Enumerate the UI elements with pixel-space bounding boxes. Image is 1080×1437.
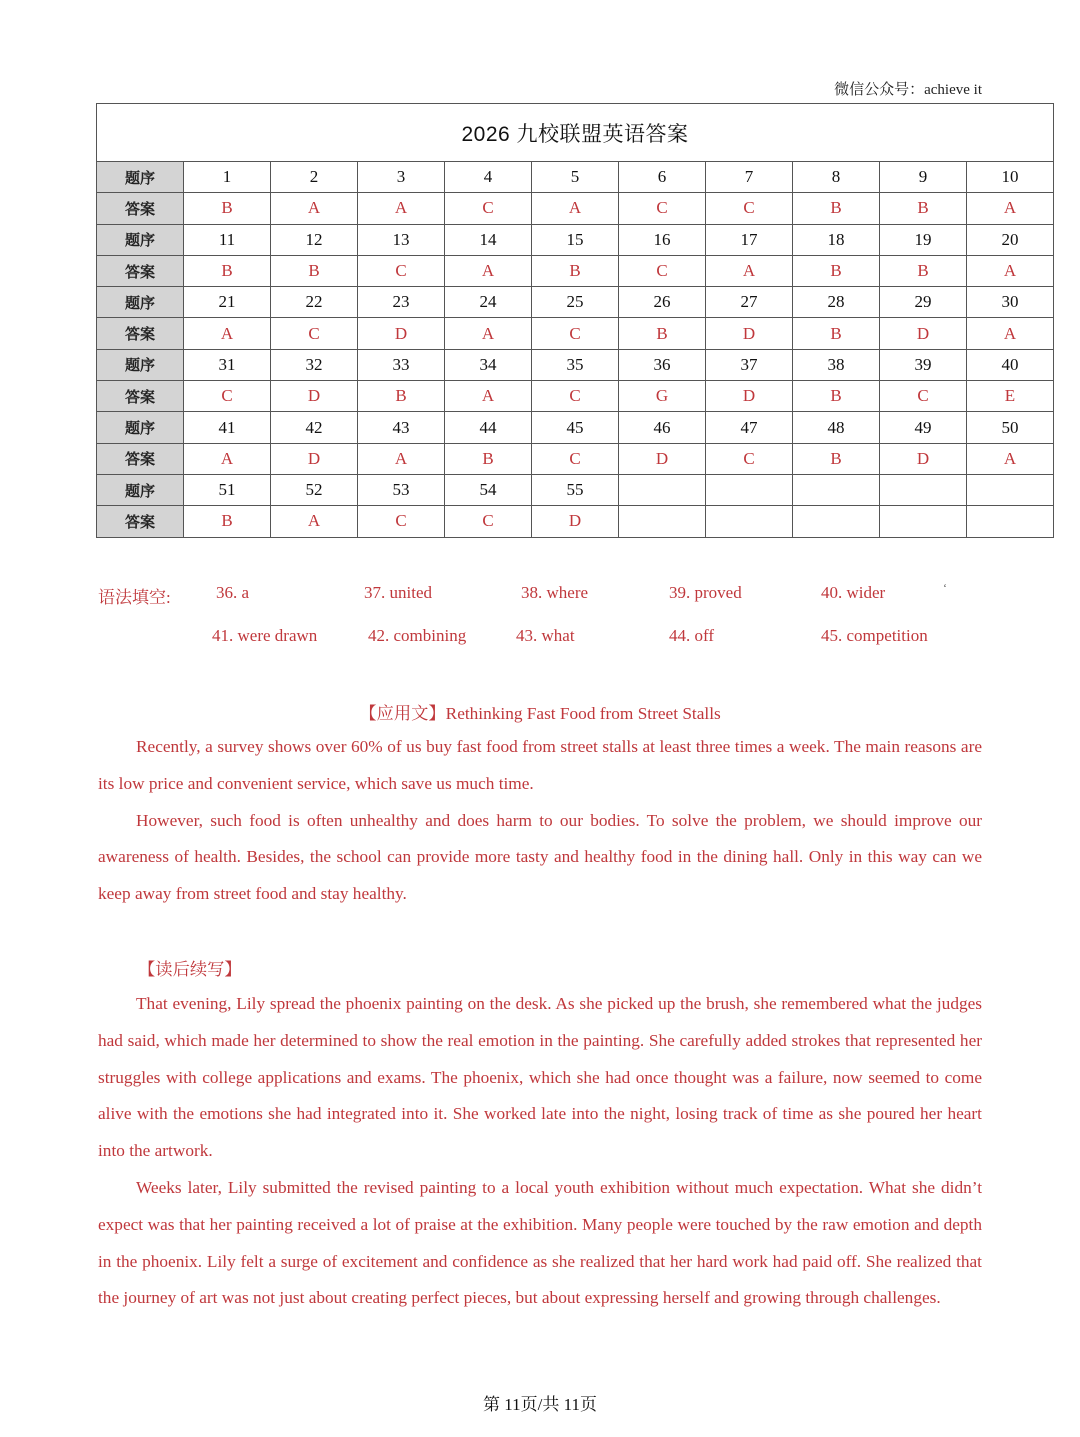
question-number: 34 bbox=[445, 349, 532, 380]
answer-cell: D bbox=[532, 506, 619, 537]
answer-cell bbox=[619, 506, 706, 537]
page-number: 第 11页/共 11页 bbox=[483, 1395, 597, 1414]
answer-cell: B bbox=[880, 255, 967, 286]
grammar-answer: 38. where bbox=[521, 583, 589, 602]
table-title: 2026 九校联盟英语答案 bbox=[97, 104, 1054, 162]
question-number: 10 bbox=[967, 162, 1054, 193]
question-number: 25 bbox=[532, 287, 619, 318]
answer-cell: D bbox=[706, 381, 793, 412]
question-number: 1 bbox=[184, 162, 271, 193]
grammar-answer: 40. wider bbox=[821, 583, 886, 602]
question-number: 18 bbox=[793, 224, 880, 255]
question-number: 5 bbox=[532, 162, 619, 193]
answer-cell bbox=[967, 506, 1054, 537]
question-number: 11 bbox=[184, 224, 271, 255]
answer-cell bbox=[793, 506, 880, 537]
answer-cell: A bbox=[358, 443, 445, 474]
grammar-answer: 43. what bbox=[516, 626, 575, 645]
answer-cell: B bbox=[184, 255, 271, 286]
question-number: 44 bbox=[445, 412, 532, 443]
answer-cell: D bbox=[271, 443, 358, 474]
question-number: 51 bbox=[184, 474, 271, 505]
grammar-label: 语法填空: bbox=[98, 588, 171, 607]
answer-cell: B bbox=[793, 318, 880, 349]
number-label: 题序 bbox=[97, 412, 184, 443]
grammar-answer: 42. combining bbox=[368, 626, 467, 645]
answer-cell: D bbox=[880, 318, 967, 349]
answer-cell bbox=[706, 506, 793, 537]
question-number: 55 bbox=[532, 474, 619, 505]
question-number: 14 bbox=[445, 224, 532, 255]
answer-cell: B bbox=[793, 381, 880, 412]
answer-cell: G bbox=[619, 381, 706, 412]
answer-cell: A bbox=[271, 193, 358, 224]
stray-mark: ‘ bbox=[943, 581, 947, 595]
grammar-answer: 37. united bbox=[364, 583, 432, 602]
answer-cell: D bbox=[271, 381, 358, 412]
question-number: 40 bbox=[967, 349, 1054, 380]
wechat-account: 微信公众号：achieve it bbox=[834, 82, 982, 98]
answer-row bbox=[97, 381, 1054, 412]
answer-cell: C bbox=[532, 318, 619, 349]
question-number: 24 bbox=[445, 287, 532, 318]
question-number: 22 bbox=[271, 287, 358, 318]
answer-cell: C bbox=[880, 381, 967, 412]
answer-cell: B bbox=[271, 255, 358, 286]
practical-writing-body bbox=[98, 729, 982, 913]
question-number: 2 bbox=[271, 162, 358, 193]
answer-cell: C bbox=[706, 443, 793, 474]
question-number bbox=[967, 474, 1054, 505]
question-number: 31 bbox=[184, 349, 271, 380]
essay-paragraph: Recently, a survey shows over 60% of us buy fast food from street stalls at least three times a week. The main reasons are its low price and convenient service, which save us much time. bbox=[98, 737, 982, 793]
answer-cell: D bbox=[880, 443, 967, 474]
question-number: 50 bbox=[967, 412, 1054, 443]
answer-table bbox=[96, 103, 1054, 538]
answer-cell: C bbox=[706, 193, 793, 224]
number-label: 题序 bbox=[97, 474, 184, 505]
number-row bbox=[97, 474, 1054, 505]
continuation-writing-title: 【读后续写】 bbox=[138, 960, 242, 979]
question-number: 52 bbox=[271, 474, 358, 505]
question-number: 21 bbox=[184, 287, 271, 318]
answer-cell: A bbox=[271, 506, 358, 537]
number-label: 题序 bbox=[97, 162, 184, 193]
question-number bbox=[706, 474, 793, 505]
question-number: 32 bbox=[271, 349, 358, 380]
question-number: 42 bbox=[271, 412, 358, 443]
number-label: 题序 bbox=[97, 287, 184, 318]
question-number: 39 bbox=[880, 349, 967, 380]
question-number: 20 bbox=[967, 224, 1054, 255]
answer-cell: C bbox=[445, 506, 532, 537]
answer-row bbox=[97, 255, 1054, 286]
number-row bbox=[97, 162, 1054, 193]
question-number: 36 bbox=[619, 349, 706, 380]
answer-cell: B bbox=[184, 506, 271, 537]
question-number: 6 bbox=[619, 162, 706, 193]
question-number: 23 bbox=[358, 287, 445, 318]
answer-cell: C bbox=[532, 443, 619, 474]
answer-label: 答案 bbox=[97, 381, 184, 412]
question-number: 16 bbox=[619, 224, 706, 255]
answer-cell: A bbox=[967, 443, 1054, 474]
number-row bbox=[97, 224, 1054, 255]
answer-cell: C bbox=[619, 255, 706, 286]
grammar-answer: 45. competition bbox=[821, 626, 928, 645]
question-number: 29 bbox=[880, 287, 967, 318]
answer-label: 答案 bbox=[97, 193, 184, 224]
answer-cell: A bbox=[445, 255, 532, 286]
question-number: 43 bbox=[358, 412, 445, 443]
answer-cell: A bbox=[358, 193, 445, 224]
answer-cell: C bbox=[619, 193, 706, 224]
answer-cell: C bbox=[184, 381, 271, 412]
grammar-answer: 44. off bbox=[669, 626, 715, 645]
answer-cell: B bbox=[445, 443, 532, 474]
question-number: 41 bbox=[184, 412, 271, 443]
question-number: 12 bbox=[271, 224, 358, 255]
number-row bbox=[97, 412, 1054, 443]
answer-cell: B bbox=[358, 381, 445, 412]
table-title-row bbox=[97, 104, 1054, 162]
answer-label: 答案 bbox=[97, 506, 184, 537]
answer-cell bbox=[880, 506, 967, 537]
question-number: 33 bbox=[358, 349, 445, 380]
essay-paragraph: That evening, Lily spread the phoenix painting on the desk. As she picked up the brush, she remembered what the judges had said, which made her determined to show the real emotion in the painting. She carefully added strokes that represented her struggles with college applications and exams. The phoenix, which she had once thought was a failure, now seemed to come alive with the emotions she had integrated into it. She worked late into the night, losing track of time as she poured her heart into the artwork. bbox=[98, 994, 982, 1161]
answer-cell: D bbox=[619, 443, 706, 474]
answer-cell: A bbox=[967, 255, 1054, 286]
grammar-answer: 36. a bbox=[216, 583, 250, 602]
practical-writing-title: 【应用文】Rethinking Fast Food from Street Stalls bbox=[359, 704, 721, 723]
answer-cell: C bbox=[358, 506, 445, 537]
question-number: 49 bbox=[880, 412, 967, 443]
grammar-answer: 41. were drawn bbox=[212, 626, 318, 645]
number-label: 题序 bbox=[97, 349, 184, 380]
question-number: 19 bbox=[880, 224, 967, 255]
question-number: 13 bbox=[358, 224, 445, 255]
answer-cell: D bbox=[358, 318, 445, 349]
question-number: 4 bbox=[445, 162, 532, 193]
question-number: 54 bbox=[445, 474, 532, 505]
answer-cell: C bbox=[445, 193, 532, 224]
answer-cell: B bbox=[619, 318, 706, 349]
answer-cell: B bbox=[793, 255, 880, 286]
answer-cell: B bbox=[184, 193, 271, 224]
grammar-answer: 39. proved bbox=[669, 583, 742, 602]
answer-cell: B bbox=[793, 193, 880, 224]
answer-row bbox=[97, 193, 1054, 224]
answer-cell: A bbox=[706, 255, 793, 286]
answer-cell: A bbox=[445, 318, 532, 349]
answer-cell: A bbox=[445, 381, 532, 412]
essay-paragraph: Weeks later, Lily submitted the revised painting to a local youth exhibition without much expectation. What she didn’t expect was that her painting received a lot of praise at the exhibition. Many people were touched by the raw emotion and depth in the phoenix. Lily felt a surge of excitement and confidence as she realized that her hard work had paid off. She realized that the journey of art was not just about creating perfect pieces, but about expressing herself and growing through challenges. bbox=[98, 1177, 982, 1308]
question-number bbox=[880, 474, 967, 505]
answer-cell: C bbox=[532, 381, 619, 412]
number-row bbox=[97, 349, 1054, 380]
answer-cell: A bbox=[532, 193, 619, 224]
answer-row bbox=[97, 443, 1054, 474]
number-label: 题序 bbox=[97, 224, 184, 255]
answer-cell: E bbox=[967, 381, 1054, 412]
essay-paragraph: However, such food is often unhealthy and does harm to our bodies. To solve the problem, we should improve our awareness of health. Besides, the school can provide more tasty and healthy food in the dining hall. Only in this way can we keep away from street food and stay healthy. bbox=[98, 810, 982, 904]
question-number: 35 bbox=[532, 349, 619, 380]
question-number: 48 bbox=[793, 412, 880, 443]
answer-cell: D bbox=[706, 318, 793, 349]
number-row bbox=[97, 287, 1054, 318]
answer-cell: C bbox=[271, 318, 358, 349]
question-number: 30 bbox=[967, 287, 1054, 318]
continuation-writing-body bbox=[98, 986, 982, 1317]
answer-cell: A bbox=[967, 193, 1054, 224]
answer-cell: A bbox=[184, 443, 271, 474]
question-number: 9 bbox=[880, 162, 967, 193]
question-number: 8 bbox=[793, 162, 880, 193]
question-number bbox=[793, 474, 880, 505]
answer-cell: A bbox=[184, 318, 271, 349]
question-number: 7 bbox=[706, 162, 793, 193]
question-number: 37 bbox=[706, 349, 793, 380]
question-number: 38 bbox=[793, 349, 880, 380]
question-number: 46 bbox=[619, 412, 706, 443]
answer-row bbox=[97, 318, 1054, 349]
question-number: 17 bbox=[706, 224, 793, 255]
answer-cell: B bbox=[880, 193, 967, 224]
answer-label: 答案 bbox=[97, 255, 184, 286]
question-number: 28 bbox=[793, 287, 880, 318]
answer-label: 答案 bbox=[97, 318, 184, 349]
question-number: 15 bbox=[532, 224, 619, 255]
answer-cell: C bbox=[358, 255, 445, 286]
answer-cell: B bbox=[532, 255, 619, 286]
answer-label: 答案 bbox=[97, 443, 184, 474]
question-number: 53 bbox=[358, 474, 445, 505]
question-number: 3 bbox=[358, 162, 445, 193]
question-number: 27 bbox=[706, 287, 793, 318]
answer-cell: B bbox=[793, 443, 880, 474]
question-number: 47 bbox=[706, 412, 793, 443]
answer-row bbox=[97, 506, 1054, 537]
question-number: 45 bbox=[532, 412, 619, 443]
question-number: 26 bbox=[619, 287, 706, 318]
answer-cell: A bbox=[967, 318, 1054, 349]
question-number bbox=[619, 474, 706, 505]
